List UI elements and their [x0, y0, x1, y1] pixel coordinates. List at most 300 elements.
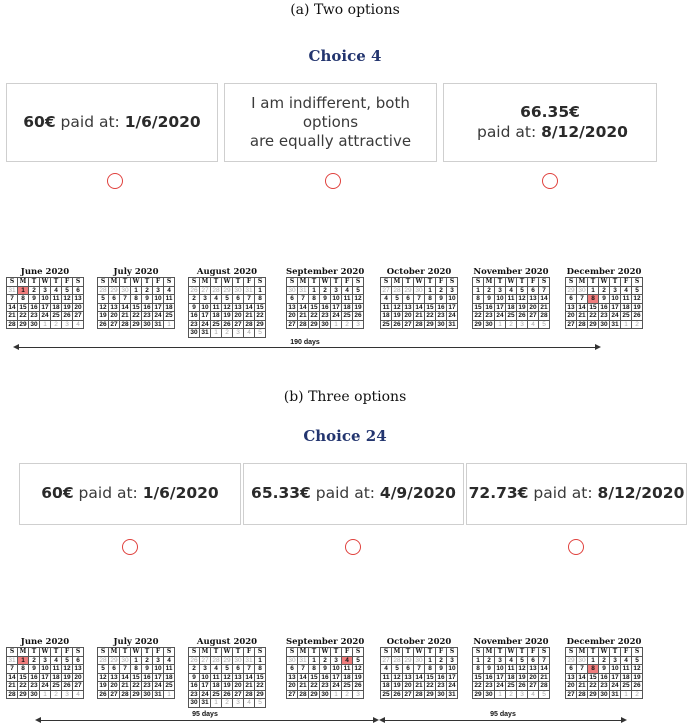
calendar-day: 3 [153, 286, 164, 295]
calendar-day: 31 [154, 690, 162, 698]
calendar-day: 16 [190, 682, 198, 690]
calendar-day: 2 [506, 690, 517, 699]
calendar-day: 2 [51, 690, 62, 699]
calendar-grid [472, 647, 550, 699]
span-line-a [18, 347, 596, 348]
span-arrow-right-b2 [621, 717, 627, 723]
calendar-day: 3 [62, 320, 73, 329]
calendar-day: 19 [354, 673, 362, 681]
calendar-september-2020 [286, 267, 364, 329]
calendar-day: 22 [310, 312, 318, 320]
caption-a: (a) Two options [290, 2, 400, 18]
caption-b: (b) Three options [283, 389, 407, 405]
weekday-header: S [73, 648, 84, 657]
calendar-day: 5 [632, 656, 643, 665]
calendar-day: 13 [74, 295, 82, 303]
calendar-day: 27 [110, 320, 118, 328]
calendar-day: 18 [507, 673, 515, 681]
calendar-day: 28 [578, 320, 586, 328]
calendar-day: 30 [485, 320, 493, 328]
span-label-b1: 95 days [180, 711, 230, 718]
calendar-day: 22 [426, 312, 434, 320]
span-label-b2: 95 days [478, 711, 528, 718]
calendar-day: 1 [495, 690, 506, 699]
weekday-header: W [506, 278, 517, 287]
option-b1-box[interactable] [19, 463, 241, 525]
calendar-day: 5 [255, 329, 266, 338]
calendar-grid [286, 277, 364, 329]
weekday-header: T [610, 278, 621, 287]
weekday-header: S [98, 278, 109, 287]
weekday-header: T [29, 648, 40, 657]
weekday-header: S [566, 278, 577, 287]
calendar-day: 4 [381, 295, 392, 304]
option-amount: 66.35€ [520, 103, 580, 122]
calendar-day: 2 [222, 699, 233, 708]
calendar-day: 16 [485, 303, 493, 311]
calendar-day: 17 [154, 303, 162, 311]
calendar-day: 17 [611, 673, 619, 681]
weekday-header: F [342, 648, 353, 657]
radio-option-b1[interactable] [122, 539, 138, 555]
calendar-day: 11 [211, 303, 222, 312]
calendar-day: 30 [321, 690, 329, 698]
calendar-day: 19 [63, 303, 71, 311]
calendar-day: 6 [233, 665, 244, 674]
calendar-day: 8 [425, 295, 436, 304]
calendar-day: 18 [507, 303, 515, 311]
option-a2-box[interactable] [224, 83, 437, 162]
calendar-day: 29 [404, 286, 412, 294]
calendar-day: 1 [18, 656, 29, 665]
calendar-day: 19 [633, 303, 641, 311]
weekday-header: T [309, 278, 320, 287]
calendar-day: 9 [142, 295, 153, 304]
calendar-day: 2 [320, 656, 331, 665]
calendar-day: 14 [415, 673, 423, 681]
calendar-day: 31 [245, 656, 253, 664]
calendar-day: 19 [393, 312, 401, 320]
calendar-day: 29 [256, 690, 264, 698]
weekday-header: W [414, 278, 425, 287]
calendar-day: 30 [437, 320, 445, 328]
calendar-day: 18 [212, 312, 220, 320]
calendar-day: 4 [211, 295, 222, 304]
calendar-day: 30 [600, 690, 608, 698]
weekday-header: T [403, 278, 414, 287]
calendar-day: 24 [41, 682, 49, 690]
weekday-header: T [233, 278, 244, 287]
option-date: 1/6/2020 [142, 484, 219, 503]
calendar-day: 17 [448, 303, 456, 311]
calendar-day: 11 [621, 665, 632, 674]
radio-option-a1[interactable] [107, 173, 123, 189]
calendar-day: 10 [41, 665, 49, 673]
calendar-day: 18 [343, 673, 351, 681]
calendar-day: 1 [309, 286, 320, 295]
calendar-day: 30 [121, 286, 129, 294]
calendar-day: 12 [354, 295, 362, 303]
calendar-day: 9 [484, 295, 495, 304]
calendar-day: 4 [73, 320, 84, 329]
calendar-day: 4 [51, 286, 62, 295]
calendar-day: 21 [540, 673, 548, 681]
calendar-day: 10 [611, 295, 619, 303]
weekday-header: T [211, 648, 222, 657]
calendar-day: 29 [589, 690, 597, 698]
calendar-day: 21 [8, 312, 16, 320]
calendar-day: 30 [321, 320, 329, 328]
calendar-day: 17 [496, 303, 504, 311]
calendar-day: 2 [342, 320, 353, 329]
calendar-day: 4 [506, 656, 517, 665]
calendar-day: 24 [448, 312, 456, 320]
calendar-day: 10 [611, 665, 619, 673]
calendar-day: 4 [51, 656, 62, 665]
calendar-day: 30 [234, 286, 242, 294]
option-text-line2: are equally attractive [249, 131, 412, 150]
calendar-day: 5 [632, 286, 643, 295]
weekday-header: M [484, 278, 495, 287]
calendar-day: 25 [507, 312, 515, 320]
radio-option-a3[interactable] [542, 173, 558, 189]
calendar-day: 7 [577, 665, 588, 674]
calendar-day: 16 [143, 673, 151, 681]
calendar-day: 10 [154, 665, 162, 673]
calendar-day: 7 [539, 286, 550, 295]
calendar-day: 3 [233, 329, 244, 338]
radio-option-b3[interactable] [568, 539, 584, 555]
option-a1-box[interactable] [6, 83, 218, 162]
calendar-day: 4 [211, 665, 222, 674]
calendar-day: 28 [393, 656, 401, 664]
calendar-day: 29 [567, 286, 575, 294]
weekday-header: M [109, 278, 120, 287]
radio-option-b2[interactable] [345, 539, 361, 555]
calendar-day: 27 [404, 320, 412, 328]
weekday-header: S [632, 278, 643, 287]
calendar-day: 11 [381, 673, 392, 682]
calendar-day: 30 [415, 286, 423, 294]
calendar-day: 23 [437, 682, 445, 690]
calendar-day: 1 [164, 690, 175, 699]
calendar-grid [286, 647, 364, 699]
calendar-month-title: July 2020 [113, 637, 159, 647]
calendar-grid [380, 277, 458, 329]
calendar-day: 22 [256, 312, 264, 320]
calendar-day: 21 [415, 682, 423, 690]
calendar-day: 27 [567, 320, 575, 328]
calendar-day: 29 [426, 320, 434, 328]
calendar-month-title: December 2020 [566, 637, 642, 647]
calendar-day: 29 [310, 320, 318, 328]
weekday-header: F [621, 648, 632, 657]
calendar-day: 21 [245, 312, 253, 320]
calendar-day: 10 [496, 295, 504, 303]
calendar-day: 9 [189, 303, 200, 312]
calendar-december-2020 [565, 267, 643, 329]
calendar-day: 28 [212, 286, 220, 294]
calendar-month-title: October 2020 [386, 267, 452, 277]
weekday-header: S [632, 648, 643, 657]
calendar-day: 24 [201, 690, 209, 698]
calendar-day: 11 [381, 303, 392, 312]
calendar-day: 20 [110, 682, 118, 690]
calendar-day: 18 [622, 673, 630, 681]
calendar-grid [565, 647, 643, 699]
weekday-header: W [599, 278, 610, 287]
span-arrow-right-a [595, 344, 601, 350]
calendar-day: 15 [310, 303, 318, 311]
calendar-day: 30 [143, 320, 151, 328]
calendar-day: 20 [288, 312, 296, 320]
calendar-day: 9 [142, 665, 153, 674]
calendar-day: 14 [245, 673, 253, 681]
calendar-day: 9 [320, 665, 331, 674]
calendar-day: 19 [518, 673, 526, 681]
calendar-day: 26 [99, 690, 107, 698]
calendar-day: 30 [190, 699, 198, 707]
calendar-day: 26 [354, 682, 362, 690]
calendar-day: 28 [540, 682, 548, 690]
calendar-day: 26 [354, 312, 362, 320]
calendar-month-title: August 2020 [196, 267, 258, 277]
calendar-day: 24 [154, 682, 162, 690]
calendar-day: 1 [331, 320, 342, 329]
calendar-day: 10 [154, 295, 162, 303]
calendar-day: 3 [495, 286, 506, 295]
calendar-day: 26 [518, 682, 526, 690]
calendar-day: 24 [496, 312, 504, 320]
calendar-day: 8 [309, 665, 320, 674]
calendar-day: 7 [298, 665, 309, 674]
calendar-day: 24 [201, 320, 209, 328]
weekday-header: W [506, 648, 517, 657]
weekday-header: S [164, 648, 175, 657]
calendar-day: 10 [41, 295, 49, 303]
calendar-day: 30 [30, 690, 38, 698]
calendar-day: 31 [611, 320, 619, 328]
calendar-day: 7 [577, 295, 588, 304]
calendar-day: 17 [448, 673, 456, 681]
span-label-a: 190 days [275, 339, 335, 346]
weekday-header: S [381, 648, 392, 657]
calendar-day: 11 [342, 665, 353, 674]
calendar-day: 2 [599, 286, 610, 295]
calendar-day: 16 [437, 673, 445, 681]
calendar-month-title: June 2020 [20, 267, 70, 277]
weekday-header: S [473, 648, 484, 657]
calendar-day: 13 [288, 303, 296, 311]
calendar-day: 29 [132, 690, 140, 698]
calendar-day: 6 [403, 295, 414, 304]
calendar-grid [6, 647, 84, 699]
calendar-day: 5 [62, 656, 73, 665]
calendar-day: 28 [212, 656, 220, 664]
calendar-day: 10 [332, 295, 340, 303]
calendar-day: 12 [223, 303, 231, 311]
calendar-day: 14 [121, 303, 129, 311]
calendar-day: 10 [201, 673, 209, 681]
weekday-header: W [320, 278, 331, 287]
weekday-header: W [40, 278, 51, 287]
weekday-header: M [18, 278, 29, 287]
option-amount: 72.73€ [468, 484, 529, 503]
weekday-header: S [189, 648, 200, 657]
calendar-day: 15 [19, 673, 27, 681]
calendar-day: 30 [30, 320, 38, 328]
calendar-day: 21 [121, 312, 129, 320]
calendar-day: 9 [599, 295, 610, 304]
calendar-june-2020 [6, 637, 84, 699]
calendar-day: 4 [164, 286, 175, 295]
calendar-month-title: November 2020 [473, 267, 549, 277]
option-b2-box[interactable] [243, 463, 464, 525]
calendar-day: 7 [120, 665, 131, 674]
calendar-day: 1 [255, 286, 266, 295]
calendar-day: 1 [309, 656, 320, 665]
calendar-day: 1 [473, 286, 484, 295]
calendar-day: 26 [190, 656, 198, 664]
calendar-day: 10 [332, 665, 340, 673]
calendar-day: 2 [29, 656, 40, 665]
calendar-day: 1 [425, 656, 436, 665]
calendar-grid [6, 277, 84, 329]
calendar-day: 5 [222, 665, 233, 674]
calendar-day: 12 [518, 295, 526, 303]
weekday-header: T [142, 648, 153, 657]
calendar-july-2020 [97, 637, 175, 699]
option-label: paid at: [55, 112, 125, 131]
weekday-header: S [255, 278, 266, 287]
calendar-day: 22 [589, 312, 597, 320]
calendar-day: 10 [201, 303, 209, 311]
calendar-day: 2 [484, 286, 495, 295]
calendar-day: 22 [310, 682, 318, 690]
calendar-day: 20 [404, 312, 412, 320]
calendar-day: 4 [621, 656, 632, 665]
calendar-day: 26 [190, 286, 198, 294]
calendar-day: 29 [110, 656, 118, 664]
calendar-day: 24 [496, 682, 504, 690]
calendar-day: 15 [589, 303, 597, 311]
calendar-day: 9 [599, 665, 610, 674]
calendar-day: 27 [567, 690, 575, 698]
weekday-header: T [120, 648, 131, 657]
calendar-day: 27 [404, 690, 412, 698]
calendar-day: 26 [223, 320, 231, 328]
calendar-day: 27 [234, 320, 242, 328]
calendar-day: 4 [381, 665, 392, 674]
calendar-day: 5 [353, 656, 364, 665]
weekday-header: S [255, 648, 266, 657]
calendar-day: 13 [288, 673, 296, 681]
weekday-header: W [131, 278, 142, 287]
calendar-day: 3 [233, 699, 244, 708]
weekday-header: T [495, 278, 506, 287]
calendar-day: 6 [73, 656, 84, 665]
calendar-day: 29 [589, 320, 597, 328]
calendar-day: 9 [436, 665, 447, 674]
calendar-day: 7 [244, 665, 255, 674]
weekday-header: F [153, 648, 164, 657]
calendar-day: 28 [245, 320, 253, 328]
weekday-header: T [517, 648, 528, 657]
calendar-day: 19 [518, 303, 526, 311]
weekday-header: F [528, 278, 539, 287]
calendar-day: 25 [622, 312, 630, 320]
calendar-day: 19 [354, 303, 362, 311]
calendar-day: 22 [132, 682, 140, 690]
calendar-grid [97, 277, 175, 329]
calendar-day: 5 [517, 286, 528, 295]
calendar-day: 1 [473, 656, 484, 665]
calendar-day: 6 [73, 286, 84, 295]
calendar-day: 21 [540, 303, 548, 311]
calendar-day: 25 [165, 682, 173, 690]
calendar-day: 3 [447, 286, 458, 295]
calendar-day: 30 [288, 656, 296, 664]
weekday-header: M [109, 648, 120, 657]
calendar-day: 2 [51, 320, 62, 329]
calendar-day: 4 [73, 690, 84, 699]
calendar-day: 1 [588, 286, 599, 295]
calendar-day: 4 [244, 699, 255, 708]
calendar-day: 25 [343, 682, 351, 690]
calendar-day: 30 [578, 656, 586, 664]
calendar-day: 23 [485, 682, 493, 690]
calendar-day: 29 [110, 286, 118, 294]
calendar-day: 2 [484, 656, 495, 665]
calendar-day: 28 [8, 320, 16, 328]
option-label: paid at: [310, 484, 380, 503]
calendar-day: 29 [223, 656, 231, 664]
calendar-day: 7 [539, 656, 550, 665]
calendar-day: 1 [621, 690, 632, 699]
calendar-day: 13 [529, 665, 537, 673]
option-b3-box[interactable] [466, 463, 687, 525]
calendar-day: 29 [223, 286, 231, 294]
option-a3-box[interactable] [443, 83, 657, 162]
calendar-day: 7 [7, 295, 18, 304]
calendar-august-2020 [188, 637, 266, 708]
weekday-header: T [29, 278, 40, 287]
calendar-day: 3 [200, 295, 211, 304]
calendar-day: 25 [343, 312, 351, 320]
calendar-day: 5 [539, 320, 550, 329]
calendar-day: 13 [529, 295, 537, 303]
calendar-day: 3 [62, 690, 73, 699]
weekday-header: S [447, 278, 458, 287]
calendar-day: 2 [142, 656, 153, 665]
calendar-day: 28 [415, 320, 423, 328]
weekday-header: W [599, 648, 610, 657]
calendar-day: 19 [633, 673, 641, 681]
calendar-day: 3 [447, 656, 458, 665]
weekday-header: T [331, 648, 342, 657]
calendar-day: 28 [415, 690, 423, 698]
calendar-day: 6 [566, 665, 577, 674]
calendar-day: 25 [165, 312, 173, 320]
calendar-day: 23 [600, 682, 608, 690]
calendar-day: 8 [425, 665, 436, 674]
radio-option-a2[interactable] [325, 173, 341, 189]
calendar-month-title: July 2020 [113, 267, 159, 277]
calendar-day: 19 [99, 682, 107, 690]
calendar-day: 8 [131, 665, 142, 674]
weekday-header: S [7, 278, 18, 287]
calendar-day: 6 [403, 665, 414, 674]
